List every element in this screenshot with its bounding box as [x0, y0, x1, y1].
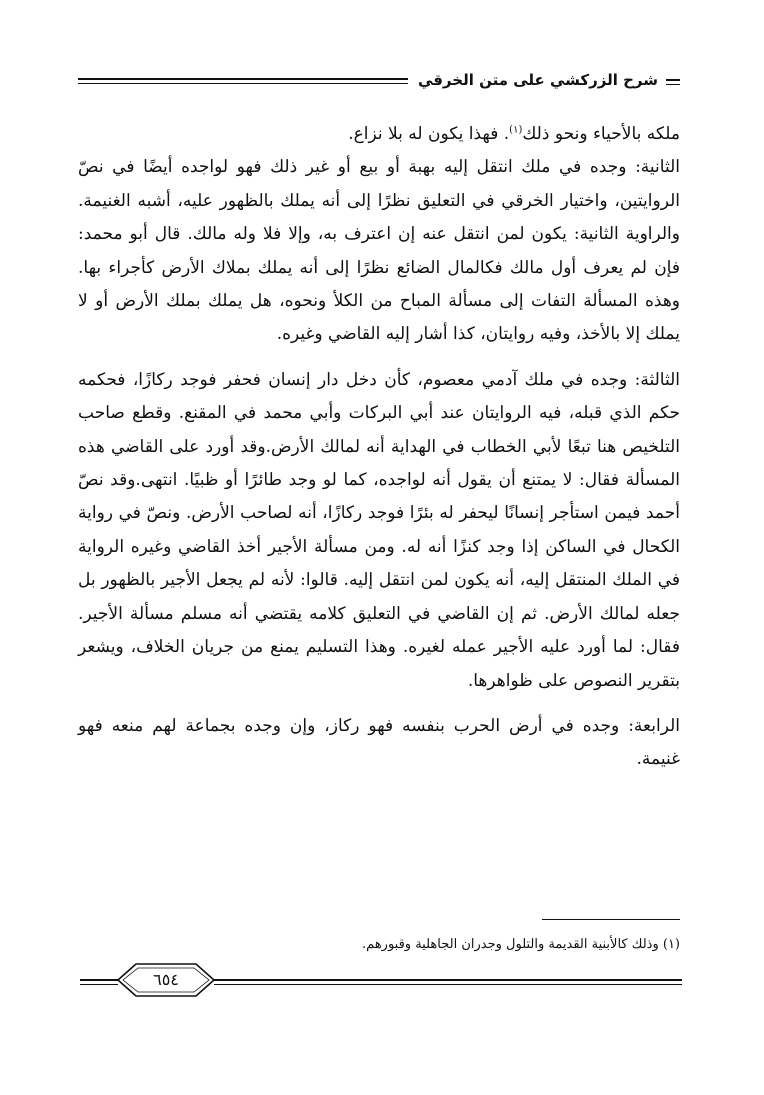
paragraph-fourth-case: الرابعة: وجده في أرض الحرب بنفسه فهو ركاز، وإن وجده بجماعة لهم منعه فهو غنيمة. [78, 715, 680, 770]
header-rule [78, 78, 408, 84]
header-dash [666, 79, 680, 85]
footnote-separator [542, 919, 680, 920]
footnote-reference[interactable]: (١) [509, 124, 523, 136]
page-number: ٦٥٤ [153, 970, 179, 989]
page-number-rule-left [80, 979, 118, 985]
book-title: شرح الزركشي على متن الخرقي [417, 71, 658, 89]
paragraph-text-rest: . فهذا يكون له بلا نزاع. [348, 124, 510, 144]
paragraph-second-case: الثانية: وجده في ملك انتقل إليه بهبة أو بيع أو غير ذلك فهو لواجده أيضًا في نصّ الروايتين، واختيار الخرقي في التعليق نظرًا إلى أنه يملك بالظهور عليه، أشبه الغنيمة. والراوية الثانية: يكون لمن انتقل عنه إن اعترف به، وإلا فلا وله مالك. قال أبو محمد: فإن لم يعرف أول مالك فكالمال الضائع نظرًا إلى أنه يملك بملاك الأرض كأجراء بها. وهذه المسألة التفات إلى مسألة المباح من الكلأ ونحوه، هل يملك بملك الأرض أو لا يملك إلا بالأخذ، وفيه روايتان، كذا أشار إليه القاضي وغيره. [78, 157, 680, 345]
paragraph-text: ملكه بالأحياء ونحو ذلك [522, 124, 680, 144]
main-text [78, 118, 680, 777]
paragraph-continuation [78, 118, 680, 151]
page-number-rule-right [214, 979, 682, 985]
running-header [78, 70, 680, 92]
footnote: (١) وذلك كالأبنية القديمة والتلول وجدران الجاهلية وقبورهم. [362, 937, 680, 952]
paragraph-third-case: الثالثة: وجده في ملك آدمي معصوم، كأن دخل دار إنسان فحفر فوجد ركازًا، فحكمه حكم الذي قبله، فيه الروايتان عند أبي البركات وأبي محمد في المقنع. وقطع صاحب التلخيص هنا تبعًا لأبي الخطاب في الهداية أنه لمالك الأرض.وقد أورد على القاضي هذه المسألة فقال: لا يمتنع أن يقول أنه لواجده، كما لو وجد طائرًا أو ظبيًا. انتهى.وقد نصّ أحمد فيمن استأجر إنسانًا ليحفر له بئرًا فوجد ركازًا، أنه لصاحب الأرض. ونصّ في رواية الكحال في الساكن إذا وجد كنزًا أنه له. ومن مسألة الأجير أخذ القاضي وغيره الرواية في الملك المنتقل إليه، أنه يكون لمن انتقل إليه. قالوا: لأنه لم يجعل الأجير بالظهور بل جعله لمالك الأرض. ثم إن القاضي في التعليق كلامه يقتضي أنه مسلم مسألة الأجير. فقال: لما أورد عليه الأجير عمله لغيره. وهذا التسليم يمنع من جريان الخلاف، ويشعر بتقرير النصوص على ظواهرها. [78, 369, 680, 691]
